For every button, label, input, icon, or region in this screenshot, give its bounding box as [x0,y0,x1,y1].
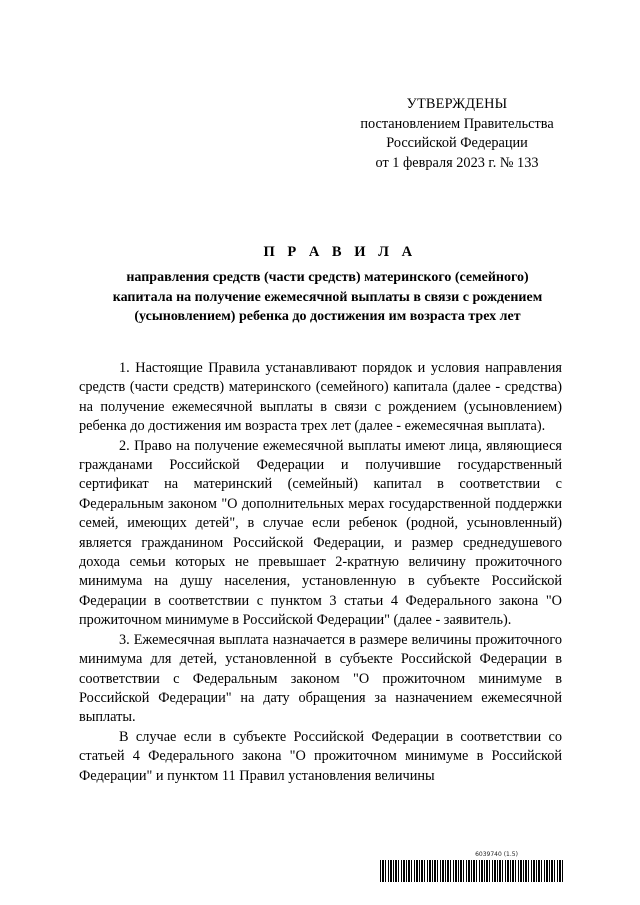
barcode-label: 6039740 (1.5) [475,851,518,858]
paragraph-1: 1. Настоящие Правила устанавливают порядок и условия направления средств (части средств) материнского (семейного) капитала (далее - средства) на получение ежемесячной выплаты в связи с рождением (усыновлением) ребенка до достижения им возраста трех лет (далее - ежемесячная выплата). [79,360,562,435]
paragraph-2: 2. Право на получение ежемесячной выплаты имеют лица, являющиеся гражданами Российской Федерации и получившие государственный сертификат на материнский (семейный) капитал в соответствии с Федеральным законом "О дополнительных мерах государственной поддержки семей, имеющих детей", в случае если ребенок (родной, усыновленный) является гражданином Российской Федерации, и размер среднедушевого дохода семьи которых не превышает 2-кратную величину прожиточного минимума на душу населения, установленную в субъекте Российской Федерации в соответствии с пунктом 3 статьи 4 Федерального закона "О прожиточном минимуме в Российской Федерации" (далее - заявитель). [79,437,562,629]
subtitle-line: капитала на получение ежемесячной выплаты в связи с рождением [112,289,543,305]
subtitle-line: (усыновлением) ребенка до достижения им возраста трех лет [134,309,521,324]
approval-block [352,95,562,173]
document-title: П Р А В И Л А [263,244,417,260]
paragraph-3: 3. Ежемесячная выплата назначается в размере величины прожиточного минимума для детей, установленной в субъекте Российской Федерации в соответствии с Федеральным законом "О прожиточном минимуме в Российской Федерации" на дату обращения за назначением ежемесячной выплаты. [79,631,562,726]
barcode [380,851,563,882]
paragraph-4: В случае если в субъекте Российской Федерации в соответствии со статьей 4 Федерального закона "О прожиточном минимуме в Российской Федерации" и пунктом 11 Правил установления величины [79,728,562,784]
approval-heading: УТВЕРЖДЕНЫ [406,96,508,112]
approval-date-number: от 1 февраля 2023 г. № 133 [375,154,539,171]
document-body [79,359,562,786]
barcode-bars [380,860,563,882]
approval-line: постановлением Правительства [360,115,554,132]
document-subtitle [80,268,575,327]
subtitle-line: направления средств (части средств) материнского (семейного) [126,270,529,285]
approval-line: Российской Федерации [386,135,528,151]
